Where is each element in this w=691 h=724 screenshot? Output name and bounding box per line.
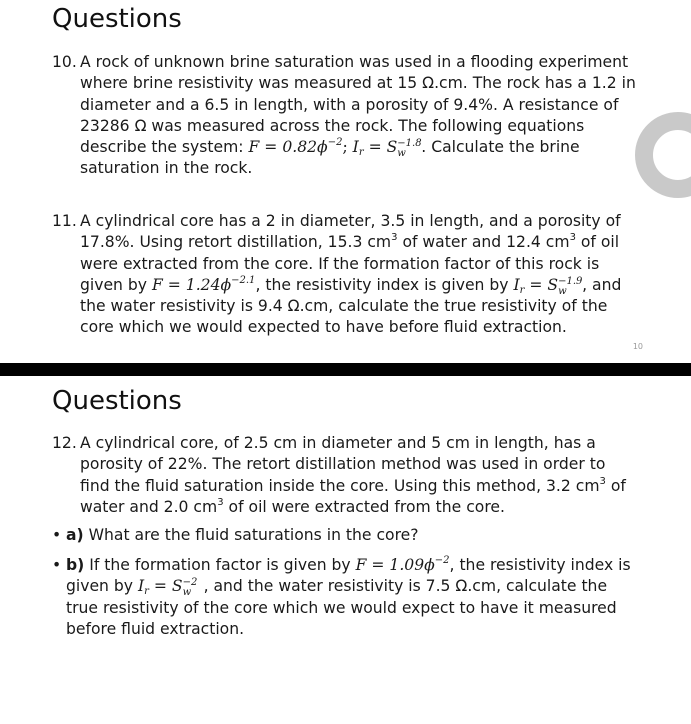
q12-line-2: porosity of 22%. The retort distillation method was used in order to: [80, 455, 606, 474]
part-a-text: What are the fluid saturations in the core?: [83, 526, 419, 544]
q10-eq2-exponent: −1.8: [397, 138, 422, 150]
q12-line-1: A cylindrical core, of 2.5 cm in diameter and 5 cm in length, has a: [80, 434, 596, 452]
part-b-eq1-exponent: −2: [434, 555, 450, 566]
q11-line-4: [80, 275, 652, 296]
q10-line-2: where brine resistivity was measured at 15 Ω.cm. The rock has a 1.2 in: [80, 74, 636, 93]
q10-eq2-mid: = S: [363, 138, 398, 157]
q11-eq2-exponent: −1.9: [558, 275, 583, 287]
q11-line-6: core which we would expected to have before fluid extraction.: [80, 318, 567, 337]
q10-equation-f: [249, 138, 343, 156]
q11-line-2a: 17.8%. Using retort distillation, 15.3 cm: [80, 233, 392, 252]
part-b-eq2-mid: = S: [148, 577, 183, 596]
q12-line-4b: of oil were extracted from the core.: [223, 497, 505, 516]
q11-eq1-exponent: −2.1: [231, 274, 256, 286]
question-10-number: 10.: [52, 53, 77, 71]
q11-eq2-sub: r: [519, 284, 525, 296]
part-b-eq2-exponent: −2: [182, 577, 198, 589]
part-a-label: a): [66, 526, 84, 544]
q11-line-2c: of oil: [575, 233, 620, 252]
q12-line-3a: find the fluid saturation inside the core. Using this method, 3.2 cm: [80, 476, 600, 495]
q12-line-4-sup: 3: [217, 496, 224, 508]
q11-line-4-mid: , the resistivity index is given by: [255, 275, 514, 294]
part-b-line-1-post: , the resistivity index is: [449, 556, 631, 574]
q11-eq2-sub2: w: [558, 285, 567, 297]
q11-equation-f: [152, 276, 255, 294]
q10-eq1-base: F = 0.82ϕ: [248, 138, 328, 157]
part-b-equation-ir: [137, 577, 198, 599]
question-10: [52, 52, 652, 180]
slide-2-title: Questions: [52, 386, 182, 416]
q10-line-6: saturation in the rock.: [80, 159, 253, 178]
q10-line-3: diameter and a 6.5 in length, with a porosity of 9.4%. A resistance of: [80, 95, 619, 114]
part-b-eq2-sub: r: [144, 586, 149, 598]
q11-line-1: A cylindrical core has a 2 in diameter, 3.5 in length, and a porosity of: [80, 212, 621, 230]
q10-eq2-sub2: w: [397, 148, 406, 160]
part-b-eq1-base: F = 1.09ϕ: [355, 556, 435, 574]
q10-equation-ir: [352, 138, 422, 160]
q10-eq2-scripts: [397, 138, 422, 160]
part-a-bullet: •: [52, 526, 62, 544]
q12-line-4: [80, 497, 642, 518]
part-b-line-3: true resistivity of the core which we would expect to have it measured: [66, 598, 617, 617]
q11-eq2-scripts: [558, 275, 583, 297]
q11-line-2b: of water and 12.4 cm: [397, 233, 570, 252]
q12-line-4a: water and 2.0 cm: [80, 497, 218, 516]
q10-eq2-sub: r: [358, 147, 364, 159]
part-b-eq2-sub2: w: [182, 587, 192, 599]
q11-line-3: were extracted from the core. If the formation factor of this rock is: [80, 254, 600, 273]
question-12-number: 12.: [52, 434, 77, 452]
q10-eq-separator: ;: [342, 138, 353, 157]
part-b-line-2-pre: given by: [66, 577, 138, 596]
q12-line-3-sup: 3: [599, 475, 606, 487]
part-b-line-2: [66, 576, 642, 597]
part-b-line-1-pre: If the formation factor is given by: [84, 556, 356, 574]
slide-2: [0, 376, 691, 724]
q10-line-4: 23286 Ω was measured across the rock. The following equations: [80, 116, 585, 135]
part-b: [52, 555, 642, 640]
q10-line-1: A rock of unknown brine saturation was used in a flooding experiment: [80, 53, 629, 71]
part-a: [52, 525, 642, 546]
part-b-bullet: •: [52, 556, 62, 574]
q11-line-4-pre: given by: [80, 275, 152, 294]
question-11: [52, 211, 652, 339]
page-number: 10: [632, 342, 643, 351]
part-b-line-1: [66, 555, 642, 576]
part-b-equation-f: [356, 556, 450, 574]
q12-line-3: [80, 476, 642, 497]
part-b-line-4: before fluid extraction.: [66, 619, 245, 638]
question-11-number: 11.: [52, 212, 77, 230]
part-b-label: b): [66, 556, 85, 574]
q11-line-4-post: , and: [582, 275, 622, 294]
q10-line-5-post: . Calculate the brine: [421, 138, 580, 157]
q10-eq2-base: I: [352, 138, 359, 157]
q11-line-2: [80, 232, 652, 253]
part-b-eq2-base: I: [137, 577, 145, 596]
q11-eq2-base: I: [513, 275, 520, 294]
q11-line-5: the water resistivity is 9.4 Ω.cm, calculate the true resistivity of the: [80, 297, 608, 316]
q11-line-2-sup2: 3: [569, 232, 576, 244]
part-b-eq2-scripts: [182, 577, 198, 599]
q12-line-3b: of: [605, 476, 626, 495]
q11-equation-ir: [513, 275, 583, 297]
part-b-line-2-post: , and the water resistivity is 7.5 Ω.cm, calculate the: [198, 577, 608, 596]
q10-eq1-exponent: −2: [327, 137, 343, 149]
slide-1-title: Questions: [52, 4, 182, 34]
question-12: [52, 433, 642, 518]
q10-line-5-pre: describe the system:: [80, 138, 249, 157]
q11-line-2-sup1: 3: [391, 232, 398, 244]
q10-line-5: [80, 137, 652, 158]
q11-eq1-base: F = 1.24ϕ: [151, 275, 232, 294]
q11-eq2-mid: = S: [524, 275, 559, 294]
